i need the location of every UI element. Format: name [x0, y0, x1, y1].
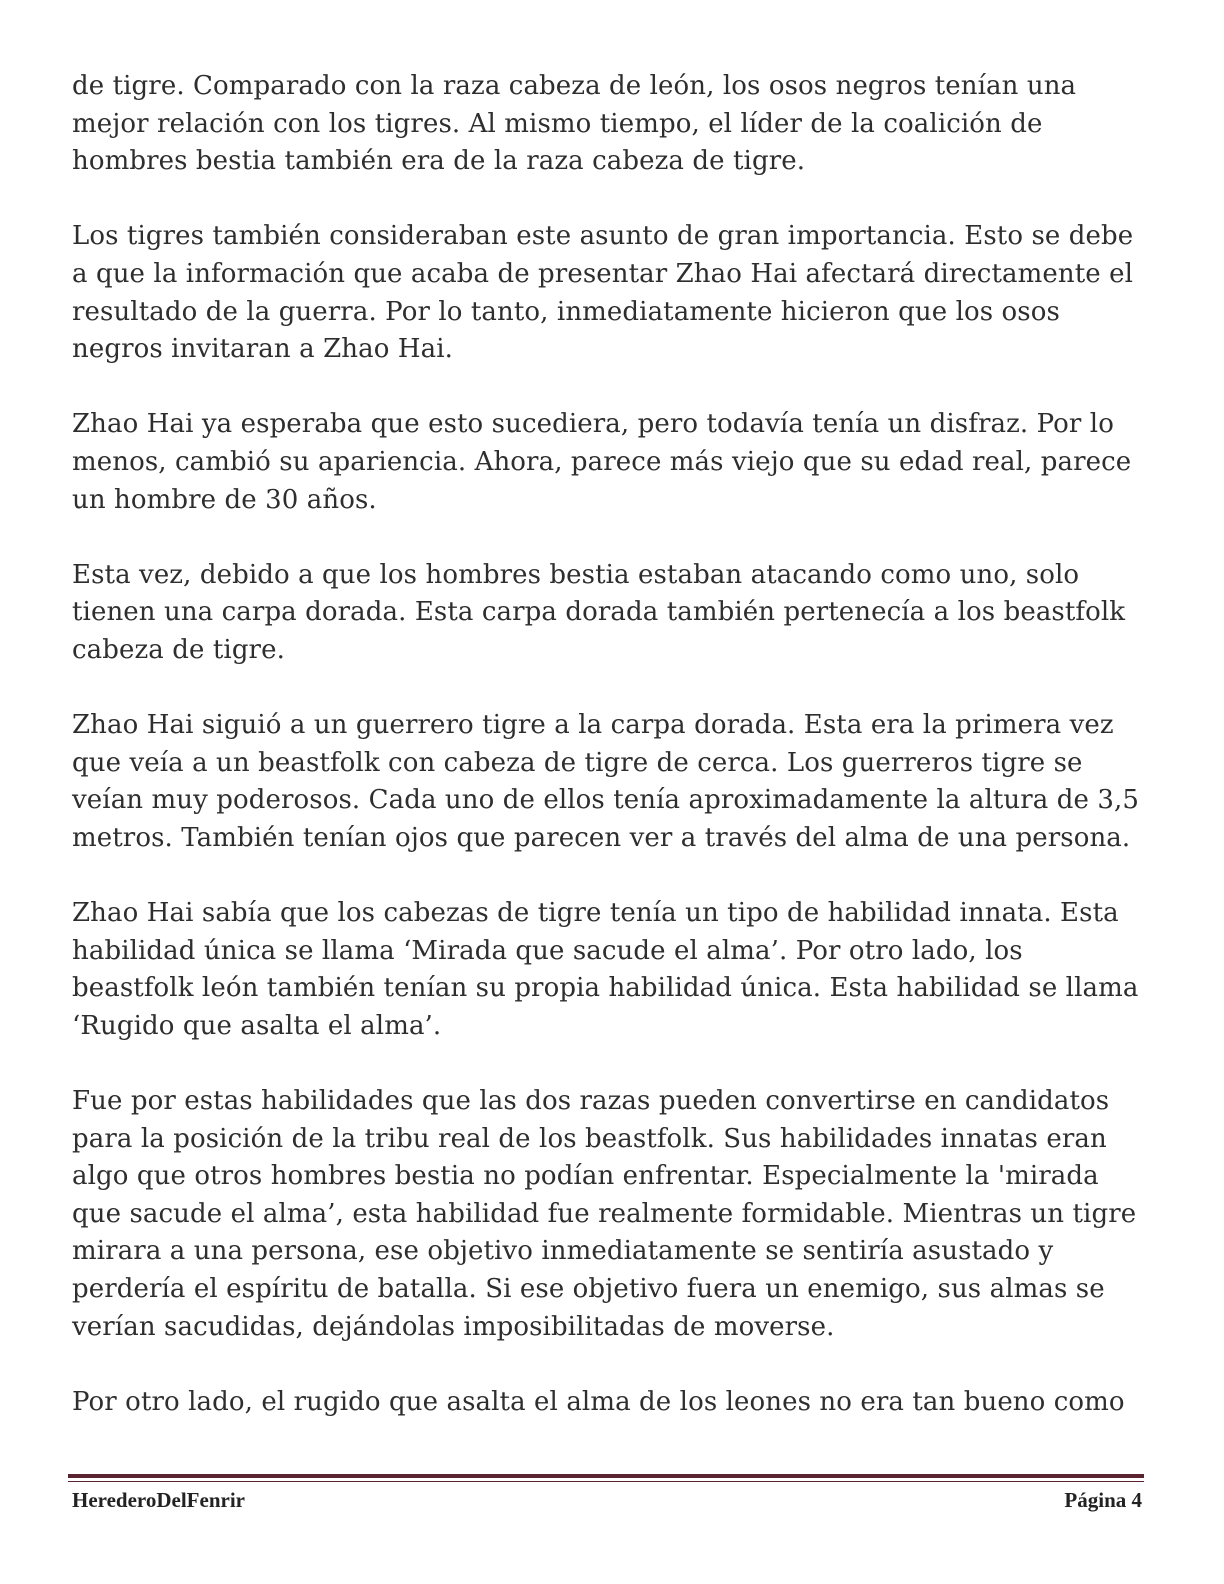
footer-divider-thick: [68, 1474, 1144, 1478]
footer-page-number: Página 4: [1064, 1488, 1142, 1512]
body-text: [72, 68, 1152, 1421]
paragraph: Zhao Hai siguió a un guerrero tigre a la carpa dorada. Esta era la primera vez que veía a un beastfolk con cabeza de tigre de cerca. Los guerreros tigre se veían muy poderosos. Cada uno de ellos tenía aproximadamente la altura de 3,5 metros. También tenían ojos que parecen ver a través del alma de una persona.: [72, 710, 1139, 853]
paragraph: Por otro lado, el rugido que asalta el alma de los leones no era tan bueno como: [72, 1386, 1125, 1417]
paragraph: Zhao Hai sabía que los cabezas de tigre tenía un tipo de habilidad innata. Esta habilidad única se llama ‘Mirada que sacude el alma’. Por otro lado, los beastfolk león también tenían su propia habilidad única. Esta habilidad se llama ‘Rugido que asalta el alma’.: [72, 898, 1139, 1041]
paragraph: Fue por estas habilidades que las dos razas pueden convertirse en candidatos para la posición de la tribu real de los beastfolk. Sus habilidades innatas eran algo que otros hombres bestia no podían enfrentar. Especialmente la 'mirada que sacude el alma’, esta habilidad fue realmente formidable. Mientras un tigre mirara a una persona, ese objetivo inmediatamente se sentiría asustado y perdería el espíritu de batalla. Si ese objetivo fuera un enemigo, sus almas se verían sacudidas, dejándolas imposibilitadas de moverse.: [72, 1086, 1137, 1342]
paragraph: Los tigres también consideraban este asunto de gran importancia. Esto se debe a que la información que acaba de presentar Zhao Hai afectará directamente el resultado de la guerra. Por lo tanto, inmediatamente hicieron que los osos negros invitaran a Zhao Hai.: [72, 221, 1134, 365]
paragraph: de tigre. Comparado con la raza cabeza de león, los osos negros tenían una mejor relación con los tigres. Al mismo tiempo, el líder de la coalición de hombres bestia también era de la raza cabeza de tigre.: [72, 71, 1077, 177]
paragraph: Zhao Hai ya esperaba que esto sucediera, pero todavía tenía un disfraz. Por lo menos, cambió su apariencia. Ahora, parece más viejo que su edad real, parece un hombre de 30 años.: [72, 409, 1132, 515]
paragraph: Esta vez, debido a que los hombres bestia estaban atacando como uno, solo tienen una carpa dorada. Esta carpa dorada también pertenecía a los beastfolk cabeza de tigre.: [72, 559, 1126, 665]
footer-author: HerederoDelFenrir: [72, 1488, 245, 1512]
footer-divider-thin: [68, 1481, 1144, 1482]
